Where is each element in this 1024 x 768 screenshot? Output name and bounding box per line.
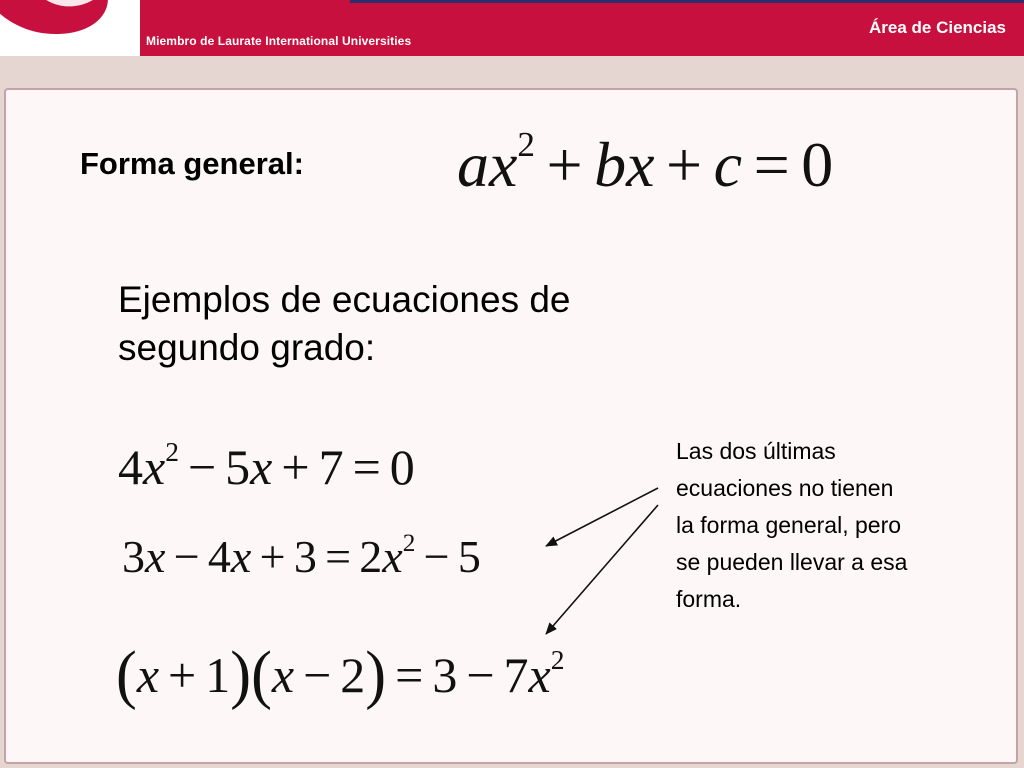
eq2-exponent: 2 — [402, 528, 416, 557]
eq2-term: 5 — [457, 531, 481, 582]
eq1-term: 7 — [318, 439, 344, 495]
eq3-term: 7 — [503, 647, 529, 703]
eq3-term: x — [271, 647, 295, 703]
header-band — [0, 56, 1024, 86]
eq2-term: 3 — [293, 531, 317, 582]
general-eq-plus1: + — [546, 129, 583, 200]
logo-emblem-icon — [0, 0, 136, 46]
general-eq-x2: x — [626, 129, 655, 200]
eq2-operator: + — [259, 531, 286, 582]
eq1-term: 4 — [118, 439, 143, 495]
eq3-paren: ) — [230, 636, 252, 711]
header-bar — [0, 0, 1024, 56]
eq1-equals: = — [352, 439, 381, 495]
eq1-operator: + — [281, 439, 310, 495]
eq1-term: x — [143, 439, 166, 495]
eq3-term: 2 — [340, 647, 366, 703]
eq2-term: 4 — [207, 531, 231, 582]
general-eq-x: x — [489, 129, 518, 200]
header-tagline: Miembro de Laurate International Universities — [146, 34, 412, 48]
examples-title: Ejemplos de ecuaciones de segundo grado: — [118, 279, 571, 368]
eq1-term: 0 — [389, 439, 415, 495]
eq3-term: 3 — [432, 647, 458, 703]
general-eq-a: a — [457, 129, 489, 200]
university-logo — [0, 0, 140, 56]
eq2-equals: = — [325, 531, 352, 582]
eq2-operator: − — [423, 531, 450, 582]
general-eq-plus2: + — [666, 129, 703, 200]
general-eq-exponent: 2 — [517, 125, 535, 165]
eq2-term: x — [145, 531, 166, 582]
eq3-exponent: 2 — [550, 643, 565, 675]
eq3-equals: = — [395, 647, 424, 703]
eq1-exponent: 2 — [165, 435, 179, 467]
general-eq-zero: 0 — [801, 129, 834, 200]
eq2-term: 2 — [359, 531, 383, 582]
example-equation-1 — [118, 435, 415, 496]
example-equation-3 — [116, 635, 565, 711]
eq2-term: x — [382, 531, 403, 582]
eq3-operator: − — [303, 647, 332, 703]
eq3-term: x — [136, 647, 160, 703]
eq2-operator: − — [173, 531, 200, 582]
general-form-label: Forma general: — [80, 146, 304, 181]
eq3-paren: ) — [365, 636, 387, 711]
general-eq-equals: = — [753, 129, 790, 200]
eq1-term: 5 — [225, 439, 251, 495]
eq2-term: x — [230, 531, 252, 582]
explanation-note: Las dos últimas ecuaciones no tienen la forma general, pero se pueden llevar a esa forma. — [676, 438, 908, 612]
eq3-operator: − — [466, 647, 495, 703]
eq3-paren: ( — [251, 636, 272, 711]
general-eq-b: b — [594, 129, 627, 200]
header-accent-strip — [350, 0, 1024, 3]
eq3-operator: + — [168, 647, 197, 703]
header-area-title: Área de Ciencias — [868, 18, 1006, 37]
eq3-term: 1 — [205, 647, 231, 703]
eq1-operator: − — [187, 439, 217, 495]
eq1-term: x — [250, 439, 273, 495]
eq3-paren: ( — [116, 636, 137, 711]
general-eq-c: c — [713, 129, 743, 200]
example-equation-2 — [122, 530, 481, 583]
general-equation — [457, 125, 834, 202]
eq3-term: x — [528, 647, 551, 703]
eq2-term: 3 — [122, 531, 145, 582]
